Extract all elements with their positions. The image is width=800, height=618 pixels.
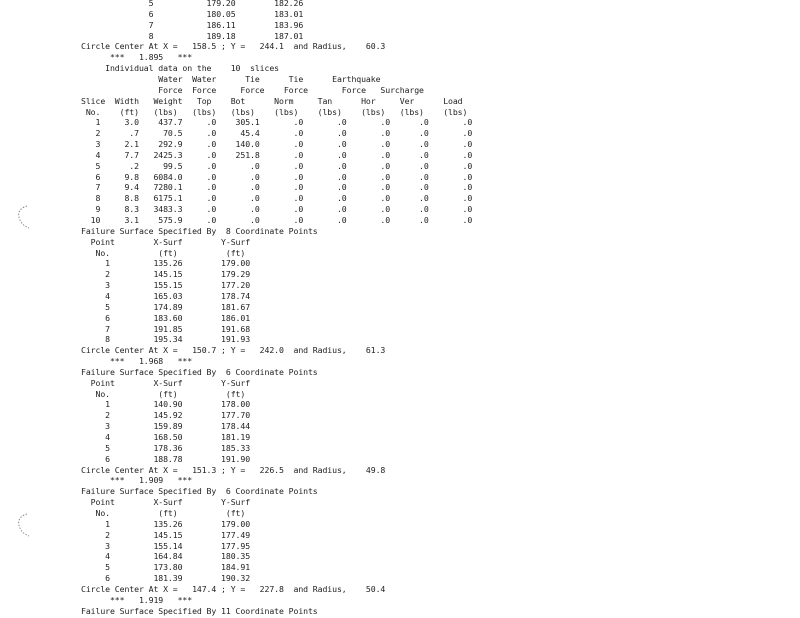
listing-line: *** 1.919 ***: [81, 594, 193, 605]
listing-line: 2 .7 70.5 .0 45.4 .0 .0 .0 .0 .0: [81, 128, 473, 139]
listing-line: 4 164.84 180.35: [81, 551, 251, 562]
listing-line: 3 2.1 292.9 .0 140.0 .0 .0 .0 .0 .0: [81, 139, 473, 150]
listing-line: Point X-Surf Y-Surf: [81, 236, 251, 247]
listing-line: Circle Center At X = 151.3 ; Y = 226.5 and Radius, 49.8: [81, 464, 386, 475]
listing-line: 1 140.90 178.00: [81, 399, 251, 410]
listing-line: 4 7.7 2425.3 .0 251.8 .0 .0 .0 .0 .0: [81, 149, 473, 160]
listing-line: 9 8.3 3483.3 .0 .0 .0 .0 .0 .0 .0: [81, 204, 473, 215]
listing-line: No. (ft) (lbs) (lbs) (lbs) (lbs) (lbs) (lbs) (lbs) (lbs): [81, 106, 468, 117]
listing-line: No. (ft) (ft): [81, 388, 246, 399]
listing-line: 3 155.15 177.20: [81, 280, 251, 291]
listing-line: 1 135.26 179.00: [81, 258, 251, 269]
listing-line: 6 180.05 183.01: [81, 8, 304, 19]
margin-scan-mark-icon: [15, 512, 33, 538]
listing-line: 5 179.20 182.26: [81, 0, 304, 8]
listing-line: No. (ft) (ft): [81, 247, 246, 258]
listing-line: Force Force Force Force Force Surcharge: [81, 84, 424, 95]
listing-line: 2 145.15 177.49: [81, 529, 251, 540]
listing-line: Slice Width Weight Top Bot Norm Tan Hor Ver Load: [81, 95, 463, 106]
listing-line: 4 168.50 181.19: [81, 432, 251, 442]
listing-line: 1 3.0 437.7 .0 305.1 .0 .0 .0 .0 .0: [81, 117, 473, 128]
listing-line: No. (ft) (ft): [81, 507, 246, 518]
listing-line: 2 145.15 179.29: [81, 269, 251, 280]
listing-line: 8 8.8 6175.1 .0 .0 .0 .0 .0 .0 .0: [81, 193, 473, 204]
listing-line: 6 9.8 6084.0 .0 .0 .0 .0 .0 .0 .0: [81, 171, 473, 182]
listing-line: 7 9.4 7280.1 .0 .0 .0 .0 .0 .0 .0: [81, 182, 473, 193]
listing-line: Failure Surface Specified By 8 Coordinate Points: [81, 225, 318, 236]
listing-line: 1 135.26 179.00: [81, 518, 251, 529]
listing-line: *** 1.968 ***: [81, 356, 193, 367]
listing-line: 5 173.80 184.91: [81, 562, 251, 573]
listing-line: Failure Surface Specified By 6 Coordinate Points: [81, 486, 318, 497]
listing-line: Failure Surface Specified By 6 Coordinate Points: [81, 366, 318, 377]
listing-line: Point X-Surf Y-Surf: [81, 497, 251, 508]
listing-line: 2 145.92 177.70: [81, 410, 251, 421]
listing-line: 5 .2 99.5 .0 .0 .0 .0 .0 .0 .0: [81, 160, 473, 171]
listing-line: 10 3.1 575.9 .0 .0 .0 .0 .0 .0 .0: [81, 215, 473, 225]
listing-line: 8 195.34 191.93: [81, 334, 251, 345]
listing-line: 6 183.60 186.01: [81, 312, 251, 323]
listing-line: Point X-Surf Y-Surf: [81, 377, 251, 388]
margin-scan-mark-icon: [15, 204, 33, 230]
listing-line: 7 191.85 191.68: [81, 323, 251, 334]
listing-line: Individual data on the 10 slices: [81, 63, 280, 74]
listing-line: Failure Surface Specified By 11 Coordinate Points: [81, 605, 318, 616]
listing-line: Circle Center At X = 158.5 ; Y = 244.1 and Radius, 60.3: [81, 41, 386, 52]
listing-line: 3 155.14 177.95: [81, 540, 251, 551]
listing-line: Circle Center At X = 150.7 ; Y = 242.0 and Radius, 61.3: [81, 345, 386, 356]
listing-line: *** 1.895 ***: [81, 52, 193, 63]
listing-line: 6 188.78 191.90: [81, 453, 251, 464]
listing-line: 3 159.89 178.44: [81, 421, 251, 432]
listing-line: Water Water Tie Tie Earthquake: [81, 73, 381, 84]
listing-line: 6 181.39 190.32: [81, 573, 251, 584]
listing-line: 8 189.18 187.01: [81, 30, 304, 41]
listing-line: 4 165.03 178.74: [81, 290, 251, 301]
listing-line: 5 178.36 185.33: [81, 442, 251, 453]
listing-line: 7 186.11 183.96: [81, 19, 304, 30]
listing-line: Circle Center At X = 147.4 ; Y = 227.8 and Radius, 50.4: [81, 583, 386, 594]
listing-line: *** 1.909 ***: [81, 475, 193, 486]
listing-line: 5 174.89 181.67: [81, 301, 251, 312]
